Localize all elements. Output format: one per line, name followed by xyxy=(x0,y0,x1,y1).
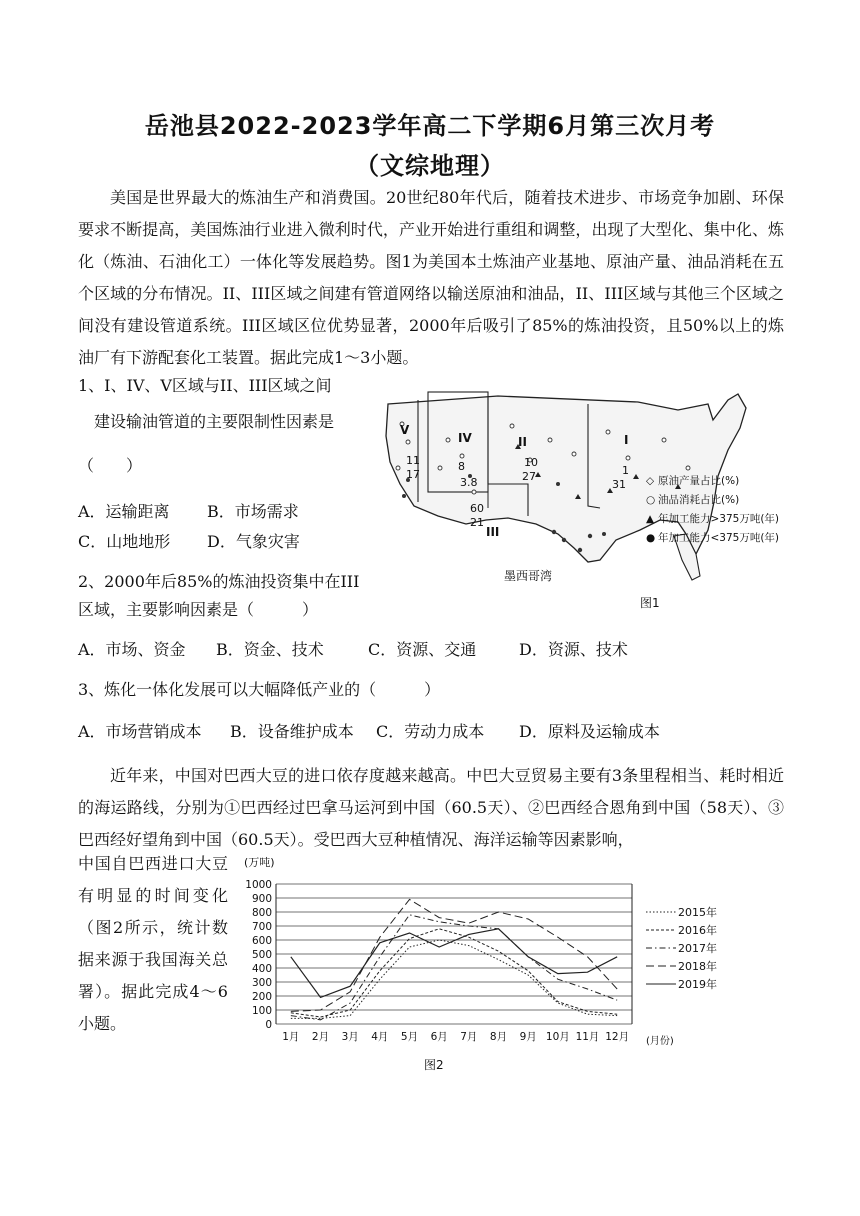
region-iii-value-2: 21 xyxy=(470,516,484,529)
question-2-stem-a: 2、2000年后85%的炼油投资集中在III xyxy=(78,572,360,591)
gulf-of-mexico-label: 墨西哥湾 xyxy=(504,569,553,583)
y-tick-label: 1000 xyxy=(245,879,272,891)
q1-option-c[interactable]: C．山地地形 xyxy=(78,532,171,551)
legend-symbol-small: ● xyxy=(646,532,656,544)
x-tick-label: 8月 xyxy=(489,1031,508,1043)
y-tick-label: 100 xyxy=(251,1005,272,1017)
region-iv-label: IV xyxy=(458,431,472,445)
series-line-2015年 xyxy=(291,940,617,1018)
x-tick-label: 4月 xyxy=(371,1031,389,1043)
x-tick-label: 2月 xyxy=(311,1031,330,1043)
legend-symbol-crude: ◇ xyxy=(646,475,655,487)
region-v-value-1: 11 xyxy=(406,454,420,467)
q2-option-c[interactable]: C．资源、交通 xyxy=(368,640,477,659)
region-iii-label: III xyxy=(486,525,500,539)
q3-option-b[interactable]: B．设备维护成本 xyxy=(230,722,354,741)
legend-text-consumption: 油品消耗占比(%) xyxy=(658,494,740,506)
region-i-value-1: 1 xyxy=(622,464,629,477)
legend-symbol-large: ▲ xyxy=(646,513,655,525)
region-ii-value-2: 27 xyxy=(522,470,536,483)
q2-option-a[interactable]: A．市场、资金 xyxy=(78,640,186,659)
region-iii-value-1: 60 xyxy=(470,502,484,515)
region-iv-value-2: 3.8 xyxy=(460,476,478,489)
legend-text-large: 年加工能力>375万吨(年) xyxy=(658,513,780,525)
region-ii-value-1: 10 xyxy=(524,456,538,469)
intro-paragraph-2: 近年来，中国对巴西大豆的进口依存度越来越高。中巴大豆贸易主要有3条里程相当、耗时相近的海运路线，分别为①巴西经过巴拿马运河到中国（60.5天）、②巴西经合恩角到中国（58天）、③巴西经好望角到中国（60.5天）。受巴西大豆种植情况、海洋运输等因素影响， xyxy=(78,766,784,849)
region-i-value-2: 31 xyxy=(612,478,626,491)
question-1-stem-b: 建设输油管道的主要限制性因素是 xyxy=(94,412,335,431)
x-tick-label: 5月 xyxy=(400,1031,419,1043)
intro-paragraph-1: 美国是世界最大的炼油生产和消费国。20世纪80年代后，随着技术进步、市场竞争加剧、环保要求不断提高，美国炼油行业进入微利时代，产业开始进行重组和调整，出现了大型化、集中化、炼化（炼油、石油化工）一体化等发展趋势。图1为美国本土炼油产业基地、原油产量、油品消耗在五个区域的分布情况。II、III区域之间建有管道网络以输送原油和油品，II、III区域与其他三个区域之间没有建设管道系统。III区域区位优势显著，2000年后吸引了85%的炼油投资，且50%以上的炼油厂有下游配套化工装置。据此完成1～3小题。 xyxy=(78,188,784,367)
legend-symbol-consumption: ○ xyxy=(646,494,656,506)
legend-text-small: 年加工能力<375万吨(年) xyxy=(658,532,780,544)
y-tick-label: 200 xyxy=(251,991,272,1003)
q1-option-d[interactable]: D．气象灾害 xyxy=(207,532,300,551)
region-v-value-2: 17 xyxy=(406,468,420,481)
x-tick-label: 12月 xyxy=(605,1031,630,1043)
q1-option-b[interactable]: B．市场需求 xyxy=(207,502,299,521)
y-tick-label: 300 xyxy=(251,977,272,989)
figure-1-caption: 图1 xyxy=(640,596,660,610)
legend-label: 2018年 xyxy=(678,960,717,973)
y-tick-label: 500 xyxy=(251,949,272,961)
question-3-stem: 3、炼化一体化发展可以大幅降低产业的（ ） xyxy=(78,680,441,699)
y-tick-label: 0 xyxy=(265,1019,272,1031)
y-tick-label: 600 xyxy=(251,935,272,947)
soybean-import-chart xyxy=(236,852,717,1052)
x-tick-label: 9月 xyxy=(519,1031,537,1043)
series-line-2019年 xyxy=(291,929,617,998)
chart-y-label: (万吨) xyxy=(244,856,275,869)
q3-option-c[interactable]: C．劳动力成本 xyxy=(376,722,485,741)
region-i-label: I xyxy=(624,433,629,447)
page-title: 岳池县2022-2023学年高二下学期6月第三次月考 xyxy=(144,112,716,140)
question-2-stem-b: 区域，主要影响因素是（ ） xyxy=(78,600,319,619)
series-line-2018年 xyxy=(291,899,617,1011)
intro-paragraph-2-wrap: 中国自巴西进口大豆有明显的时间变化（图2所示，统计数据来源于我国海关总署）。据此完成4～6小题。 xyxy=(78,854,228,1033)
x-tick-label: 1月 xyxy=(282,1031,300,1043)
region-iv-value-1: 8 xyxy=(458,460,465,473)
page-subtitle: （文综地理） xyxy=(355,152,505,180)
x-tick-label: 7月 xyxy=(460,1031,478,1043)
region-v-label: V xyxy=(400,423,410,437)
q2-option-b[interactable]: B．资金、技术 xyxy=(216,640,324,659)
x-tick-label: 10月 xyxy=(545,1031,570,1043)
legend-label: 2019年 xyxy=(678,978,717,991)
x-tick-label: 11月 xyxy=(575,1031,600,1043)
x-tick-label: 6月 xyxy=(430,1031,448,1043)
y-tick-label: 900 xyxy=(251,893,272,905)
q3-option-a[interactable]: A．市场营销成本 xyxy=(78,722,202,741)
series-line-2017年 xyxy=(291,915,617,1020)
legend-text-crude: 原油产量占比(%) xyxy=(658,475,740,487)
x-tick-label: 3月 xyxy=(341,1031,359,1043)
legend-label: 2017年 xyxy=(678,942,717,955)
region-ii-label: II xyxy=(518,435,527,449)
y-tick-label: 800 xyxy=(251,907,272,919)
y-tick-label: 400 xyxy=(251,963,272,975)
question-1-blank: （ ） xyxy=(78,456,143,475)
q1-option-a[interactable]: A．运输距离 xyxy=(78,502,170,521)
us-refinery-map xyxy=(378,384,788,599)
q2-option-d[interactable]: D．资源、技术 xyxy=(519,640,628,659)
chart-x-label: (月份) xyxy=(646,1036,674,1047)
y-tick-label: 700 xyxy=(251,921,272,933)
figure-2-caption: 图2 xyxy=(424,1058,444,1072)
legend-label: 2015年 xyxy=(678,906,717,919)
question-1-stem-a: 1、I、IV、V区域与II、III区域之间 xyxy=(78,376,332,395)
legend-label: 2016年 xyxy=(678,924,717,937)
q3-option-d[interactable]: D．原料及运输成本 xyxy=(519,722,660,741)
